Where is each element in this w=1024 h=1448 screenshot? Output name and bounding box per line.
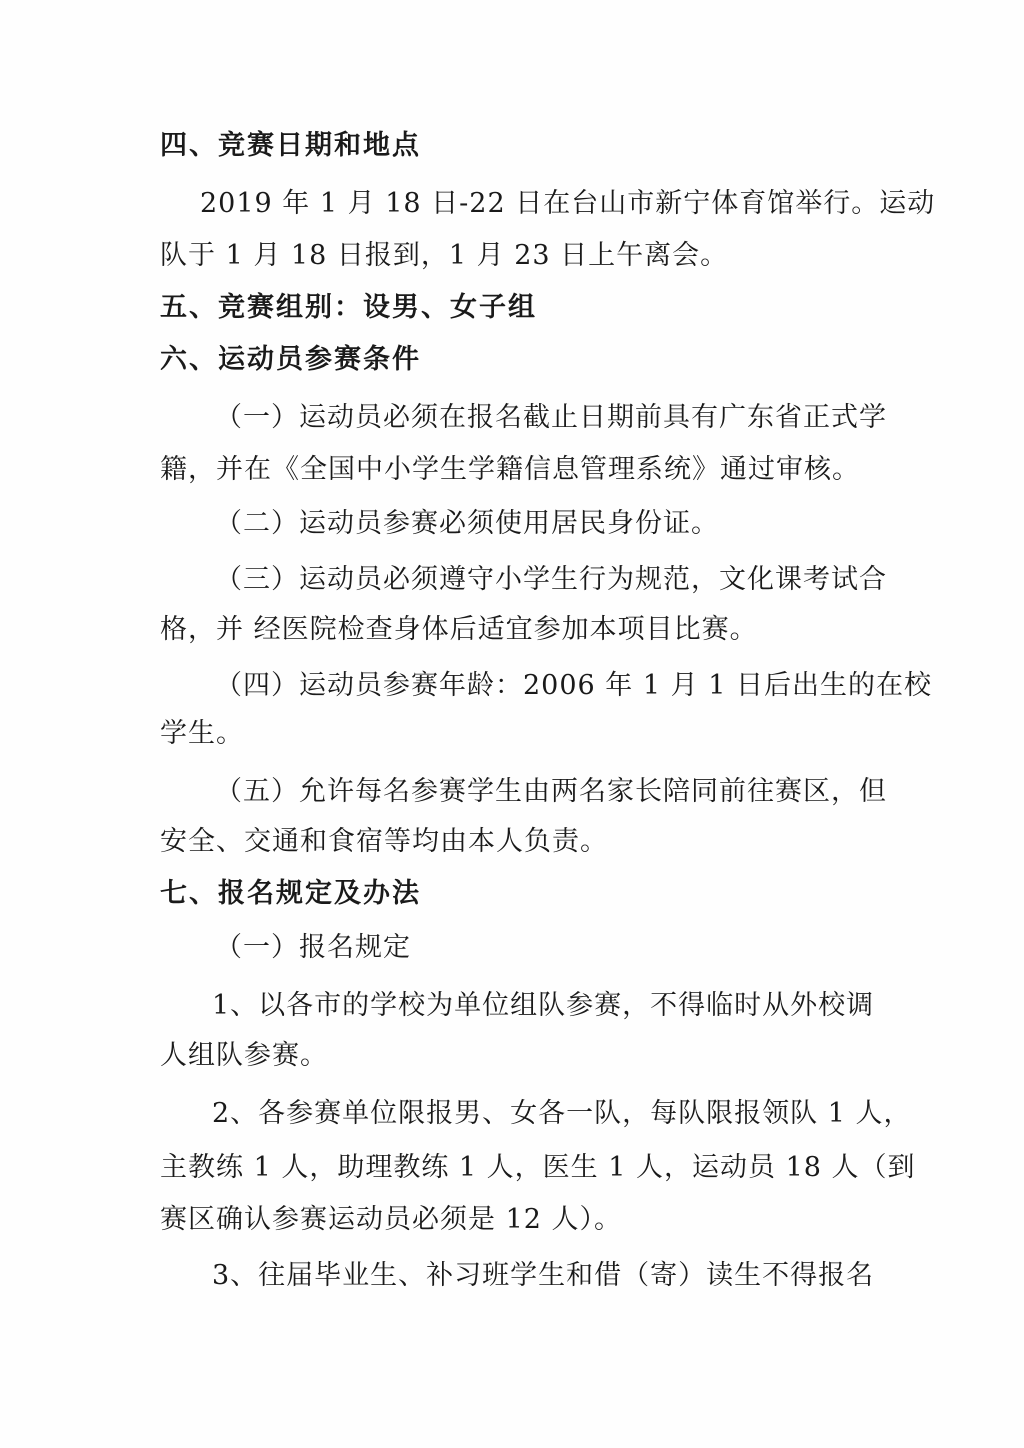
section-7-rule-2-line-2: 主教练 1 人，助理教练 1 人，医生 1 人，运动员 18 人（到 [160, 1152, 916, 1183]
section-7-subtitle-1: （一）报名规定 [215, 932, 411, 963]
section-4-paragraph-line-1: 2019 年 1 月 18 日-22 日在台山市新宁体育馆举行。运动 [200, 188, 936, 219]
section-4-title: 四、竞赛日期和地点 [160, 130, 421, 161]
section-7-title: 七、报名规定及办法 [160, 878, 421, 909]
section-6-item-5-line-2: 安全、交通和食宿等均由本人负责。 [160, 826, 608, 857]
section-4-paragraph-line-2: 队于 1 月 18 日报到，1 月 23 日上午离会。 [160, 240, 729, 271]
section-6-item-4-line-2: 学生。 [160, 718, 244, 749]
section-6-item-3-line-2: 格，并 经医院检查身体后适宜参加本项目比赛。 [160, 614, 758, 645]
section-7-rule-2-line-3: 赛区确认参赛运动员必须是 12 人）。 [160, 1204, 623, 1235]
section-7-rule-1-line-2: 人组队参赛。 [160, 1040, 328, 1071]
section-5-title: 五、竞赛组别：设男、女子组 [160, 292, 537, 323]
section-6-item-1-line-1: （一）运动员必须在报名截止日期前具有广东省正式学 [215, 402, 887, 433]
section-7-rule-3-line-1: 3、往届毕业生、补习班学生和借（寄）读生不得报名 [212, 1260, 875, 1291]
section-6-item-5-line-1: （五）允许每名参赛学生由两名家长陪同前往赛区，但 [215, 776, 887, 807]
section-6-item-1-line-2: 籍，并在《全国中小学生学籍信息管理系统》通过审核。 [160, 454, 860, 485]
section-6-item-3-line-1: （三）运动员必须遵守小学生行为规范，文化课考试合 [215, 564, 887, 595]
section-6-item-4-line-1: （四）运动员参赛年龄：2006 年 1 月 1 日后出生的在校 [215, 670, 932, 701]
section-7-rule-1-line-1: 1、以各市的学校为单位组队参赛，不得临时从外校调 [212, 990, 875, 1021]
section-7-rule-2-line-1: 2、各参赛单位限报男、女各一队，每队限报领队 1 人， [212, 1098, 912, 1129]
section-6-title: 六、运动员参赛条件 [160, 344, 421, 375]
section-6-item-2-line-1: （二）运动员参赛必须使用居民身份证。 [215, 508, 719, 539]
